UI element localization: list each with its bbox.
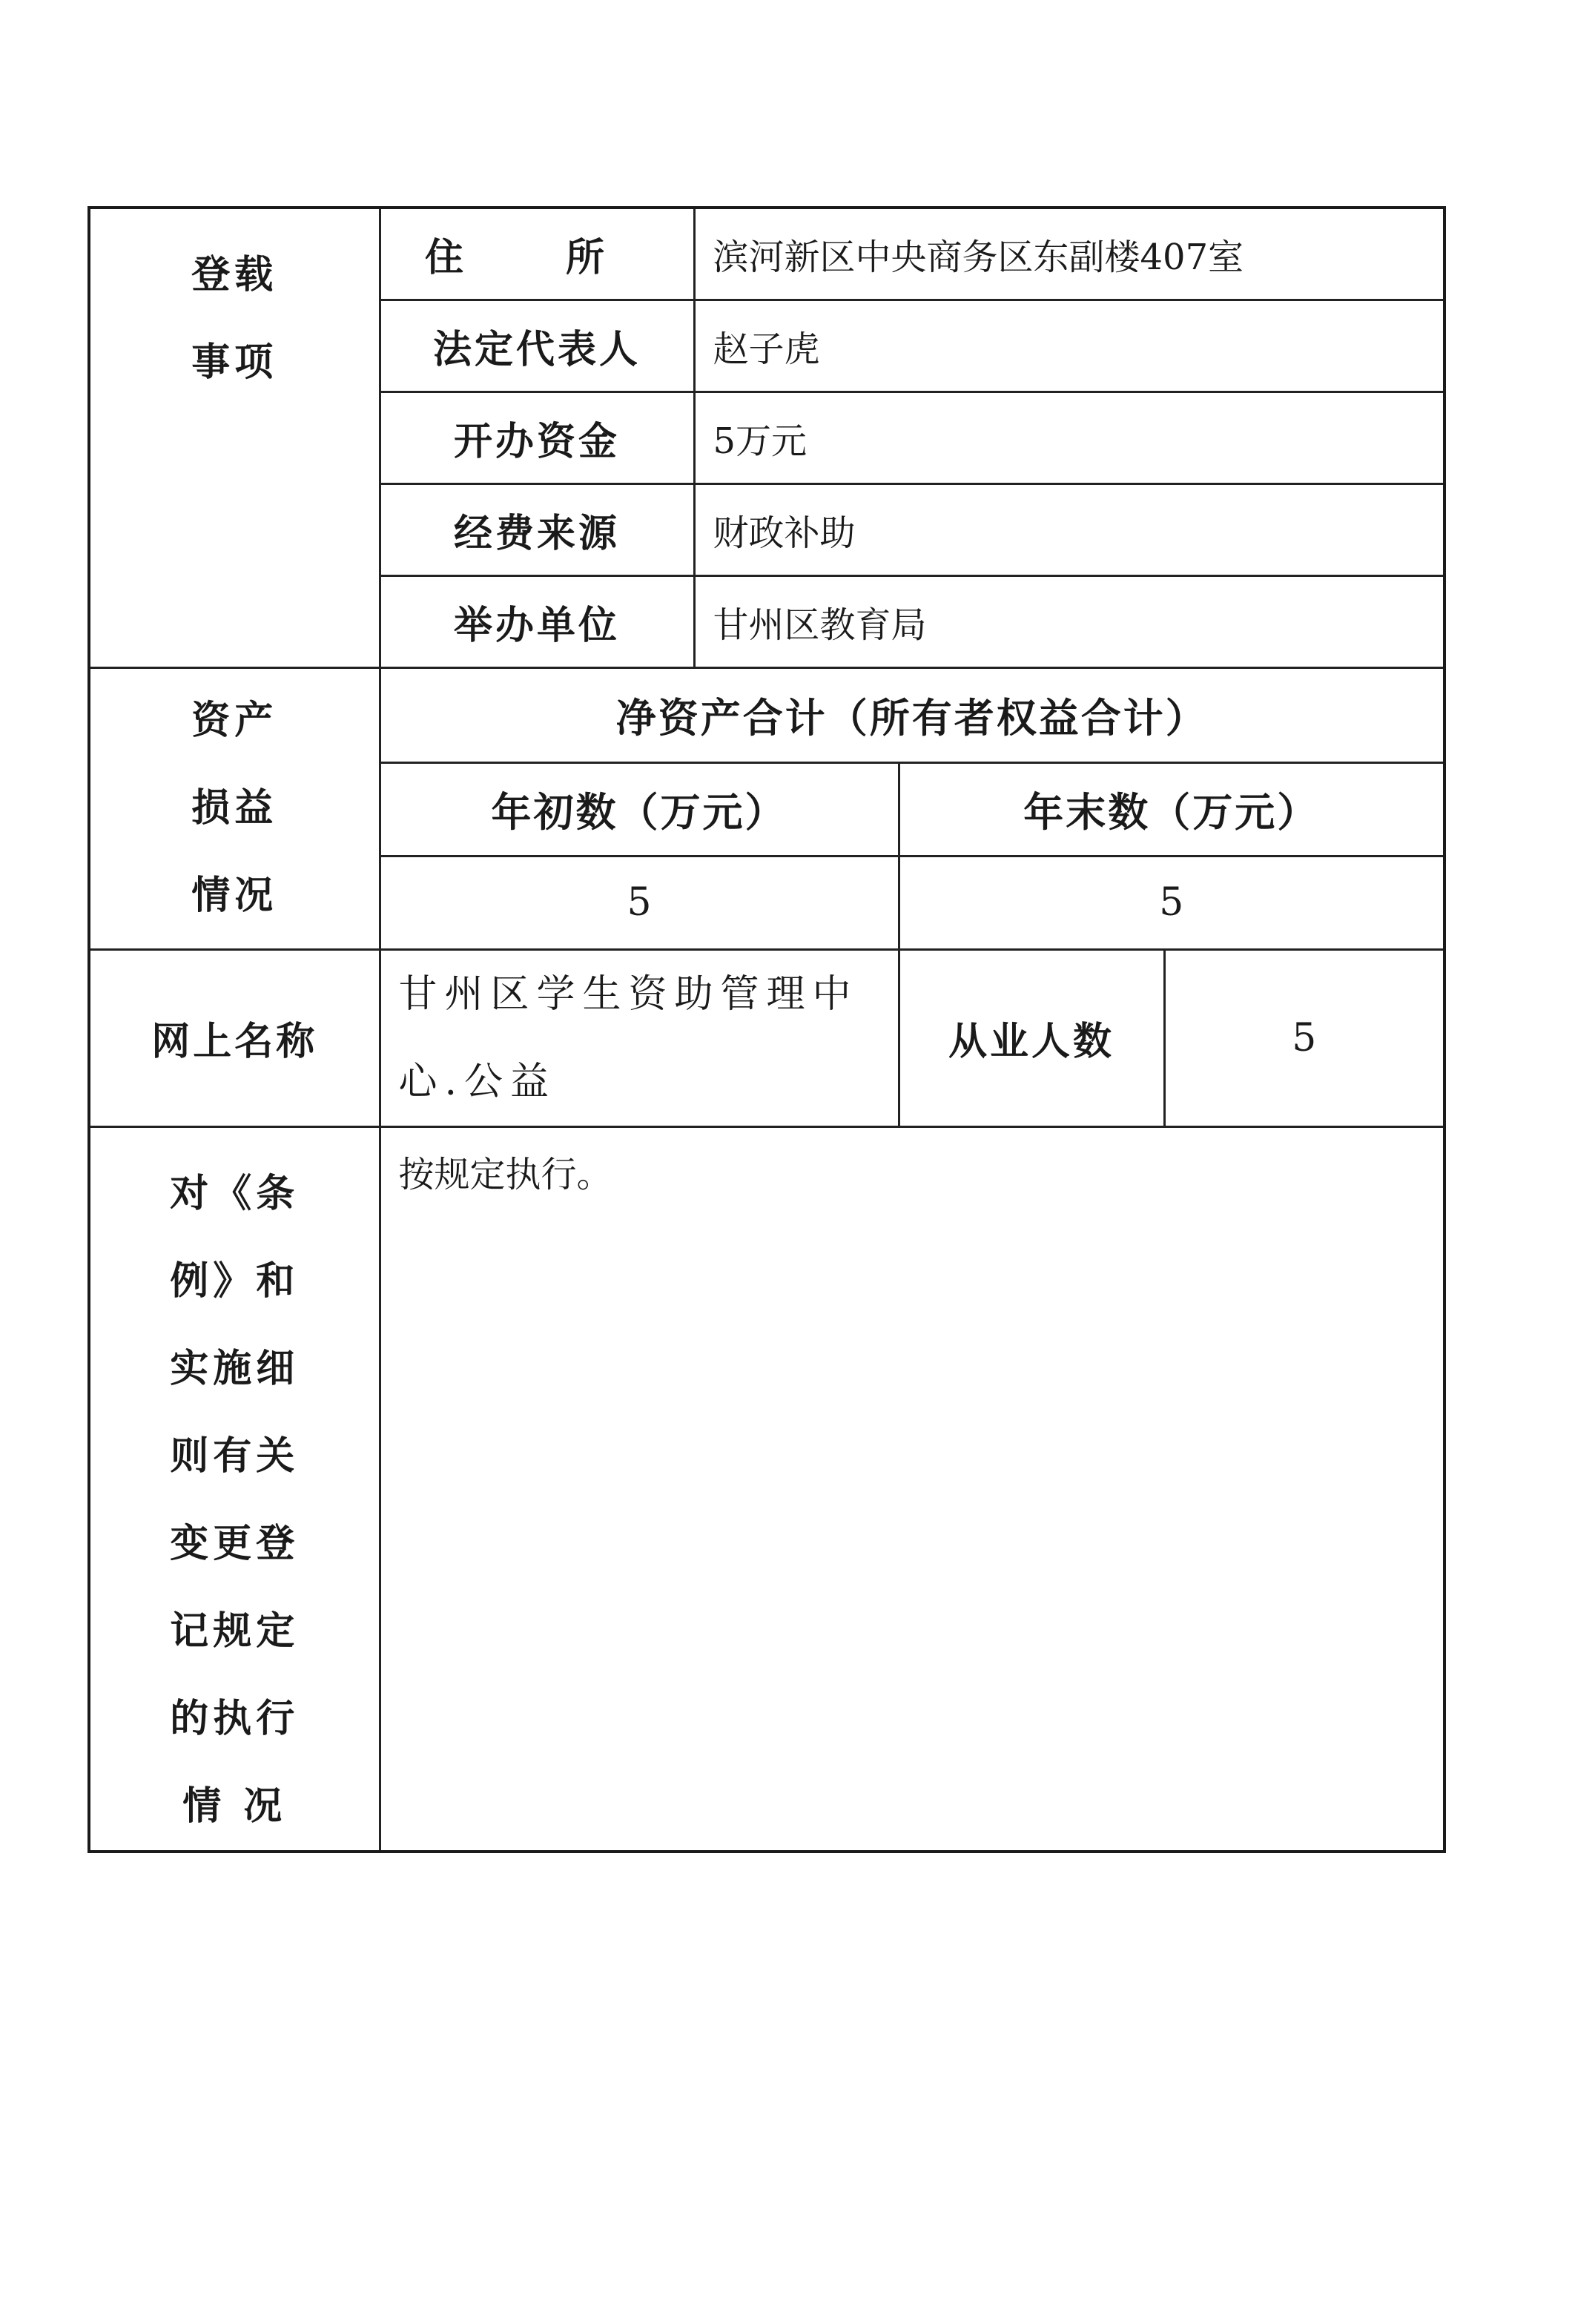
row-online-name <box>89 949 1444 1126</box>
row-address <box>89 208 1444 300</box>
online-name-line2: 心.公益 <box>398 1059 557 1104</box>
legal-rep-value: 赵子虎 <box>694 300 1444 392</box>
year-start-value: 5 <box>380 856 899 949</box>
compliance-label-line3: 实施细 <box>170 1345 300 1391</box>
capital-value: 5万元 <box>694 392 1444 483</box>
year-end-header: 年末数（万元） <box>899 762 1444 856</box>
compliance-label <box>89 1126 380 1852</box>
section-assets-label <box>89 667 380 949</box>
registration-form-table <box>87 206 1446 1853</box>
sponsor-value: 甘州区教育局 <box>694 575 1444 667</box>
section-assets-label-line2: 损益 <box>191 785 278 831</box>
compliance-value: 按规定执行。 <box>380 1126 1444 1852</box>
row-assets-header <box>89 667 1444 762</box>
legal-rep-label: 法定代表人 <box>380 300 694 392</box>
online-name-line1: 甘州区学生资助管理中 <box>398 971 859 1017</box>
compliance-label-line1: 对《条 <box>170 1170 300 1216</box>
section-registration-label-line2: 事项 <box>191 340 278 385</box>
sponsor-label: 举办单位 <box>380 575 694 667</box>
online-name-value <box>380 949 899 1126</box>
address-value: 滨河新区中央商务区东副楼407室 <box>694 208 1444 300</box>
online-name-label: 网上名称 <box>89 949 380 1126</box>
year-start-header: 年初数（万元） <box>380 762 899 856</box>
section-registration-label <box>89 208 380 667</box>
staff-count-value: 5 <box>1164 949 1444 1126</box>
funding-source-label: 经费来源 <box>380 483 694 575</box>
compliance-label-line8: 情 况 <box>182 1783 287 1829</box>
year-end-value: 5 <box>899 856 1444 949</box>
registration-form-page <box>87 206 1443 1829</box>
section-assets-label-line3: 情况 <box>191 873 278 918</box>
section-registration-label-line1: 登载 <box>191 252 278 297</box>
compliance-label-line4: 则有关 <box>170 1433 300 1479</box>
compliance-label-line6: 记规定 <box>170 1608 300 1654</box>
net-assets-header: 净资产合计（所有者权益合计） <box>380 667 1444 762</box>
funding-source-value: 财政补助 <box>694 483 1444 575</box>
capital-label: 开办资金 <box>380 392 694 483</box>
section-assets-label-line1: 资产 <box>191 698 278 743</box>
staff-count-label: 从业人数 <box>899 949 1164 1126</box>
compliance-label-line2: 例》和 <box>170 1258 300 1304</box>
compliance-label-line7: 的执行 <box>170 1695 300 1741</box>
address-label: 住 所 <box>380 208 694 300</box>
compliance-label-line5: 变更登 <box>170 1520 300 1566</box>
row-compliance <box>89 1126 1444 1852</box>
